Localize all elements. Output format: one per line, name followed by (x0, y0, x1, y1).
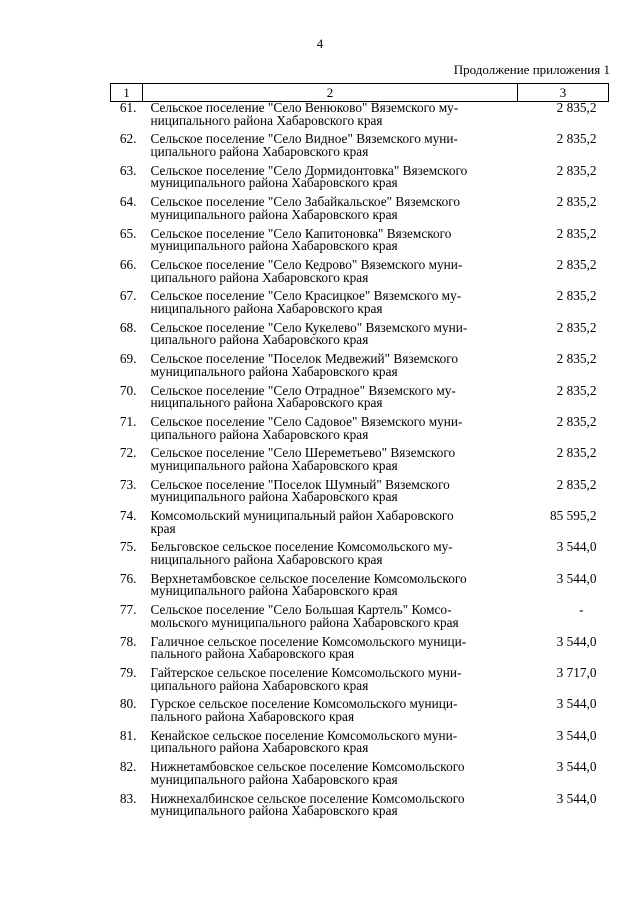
table-row (111, 604, 609, 635)
municipality-name: Гайтерское сельское поселение Комсомольского муни- ципального района Хабаровского края (150, 665, 462, 693)
amount-value: 3 544,0 (556, 633, 597, 649)
municipality-name: Сельское поселение "Село Красицкое" Вяземского му- ниципального района Хабаровского края (150, 288, 462, 316)
table-row (111, 385, 609, 416)
table-row (111, 698, 609, 729)
table-row (111, 416, 609, 447)
municipality-name: Сельское поселение "Село Дормидонтовка" Вяземского муниципального района Хабаровского края (150, 162, 468, 191)
amount-value: 3 544,0 (556, 790, 597, 806)
municipality-name: Сельское поселение "Село Большая Картель" Комсо- мольского муниципального района Хабаровского края (150, 602, 459, 630)
row-number: 68. (119, 319, 137, 335)
amount-value: 85 595,2 (549, 508, 597, 524)
table-row (111, 353, 609, 384)
municipality-name: Сельское поселение "Поселок Медвежий" Вяземского муниципального района Хабаровского края (150, 351, 459, 379)
amount-value: 2 835,2 (556, 319, 597, 335)
municipality-name: Сельское поселение "Село Видное" Вяземского муни- ципального района Хабаровского края (150, 131, 458, 159)
municipality-name: Сельское поселение "Село Отрадное" Вяземского му- ниципального района Хабаровского края (150, 382, 456, 411)
table-row (111, 259, 609, 290)
row-number: 69. (119, 351, 137, 367)
municipality-name: Кенайское сельское поселение Комсомольского муни- ципального района Хабаровского края (150, 727, 458, 756)
amount-value: 2 835,2 (556, 256, 597, 272)
municipality-name: Нижнетамбовское сельское поселение Комсомольского муниципального района Хабаровского края (150, 759, 465, 787)
column-header-3: 3 (518, 84, 609, 102)
table-row (111, 447, 609, 478)
amount-value: 3 544,0 (556, 759, 597, 775)
row-number: 76. (119, 570, 137, 586)
municipality-name: Сельское поселение "Село Садовое" Вяземского муни- ципального района Хабаровского края (150, 413, 463, 442)
appendix-table (110, 83, 609, 824)
municipality-name: Сельское поселение "Село Капитоновка" Вяземского муниципального района Хабаровского края (150, 225, 452, 254)
row-number: 83. (119, 790, 137, 806)
municipality-name: Сельское поселение "Село Венюково" Вяземского му- ниципального района Хабаровского края (150, 100, 459, 128)
row-number: 78. (119, 633, 137, 649)
column-header-2: 2 (143, 84, 518, 102)
table-row (111, 730, 609, 761)
row-number: 71. (119, 413, 137, 429)
table-row (111, 290, 609, 321)
table-row (111, 322, 609, 353)
amount-value: 2 835,2 (556, 288, 597, 304)
amount-value: 2 835,2 (556, 351, 597, 367)
row-number: 63. (119, 162, 137, 178)
row-number: 74. (119, 508, 137, 524)
table-row (111, 636, 609, 667)
table-body (111, 102, 609, 824)
amount-value: 3 544,0 (556, 696, 597, 712)
continuation-label: Продолжение приложения 1 (453, 62, 610, 77)
row-number: 64. (119, 194, 137, 210)
amount-value: 2 835,2 (556, 162, 597, 178)
amount-value: - (579, 602, 584, 618)
table-row (111, 573, 609, 604)
table-row (111, 541, 609, 572)
table-row (111, 102, 609, 134)
table-row (111, 479, 609, 510)
municipality-name: Сельское поселение "Село Кедрово" Вяземского муни- ципального района Хабаровского края (150, 256, 463, 285)
row-number: 75. (119, 539, 137, 555)
amount-value: 2 835,2 (556, 445, 597, 461)
row-number: 81. (119, 727, 137, 743)
table-row (111, 761, 609, 792)
municipality-name: Гурское сельское поселение Комсомольского муници- пального района Хабаровского края (150, 696, 458, 725)
page-number: 4 (316, 36, 324, 51)
row-number: 73. (119, 476, 137, 492)
table-row (111, 510, 609, 541)
table-row (111, 133, 609, 164)
amount-value: 2 835,2 (556, 100, 597, 115)
municipality-name: Сельское поселение "Село Кукелево" Вяземского муни- ципального района Хабаровского края (150, 319, 468, 348)
amount-value: 2 835,2 (556, 413, 597, 429)
column-header-1: 1 (111, 84, 143, 102)
municipality-name: Сельское поселение "Село Забайкальское" Вяземского муниципального района Хабаровского края (150, 194, 461, 222)
row-number: 77. (119, 602, 137, 618)
municipality-name: Галичное сельское поселение Комсомольского муници- пального района Хабаровского края (150, 633, 467, 662)
amount-value: 2 835,2 (556, 476, 597, 492)
row-number: 80. (119, 696, 137, 712)
row-number: 70. (119, 382, 137, 398)
row-number: 82. (119, 759, 137, 775)
municipality-name: Комсомольский муниципальный район Хабаровского края (150, 508, 454, 536)
amount-value: 3 717,0 (556, 665, 597, 681)
row-number: 67. (119, 288, 137, 304)
municipality-name: Нижнехалбинское сельское поселение Комсомольского муниципального района Хабаровского края (150, 790, 465, 819)
amount-value: 2 835,2 (556, 382, 597, 398)
municipality-name: Бельговское сельское поселение Комсомольского му- ниципального района Хабаровского края (150, 539, 453, 568)
table-header-row (111, 84, 609, 102)
municipality-name: Сельское поселение "Село Шереметьево" Вяземского муниципального района Хабаровского края (150, 445, 456, 473)
row-number: 65. (119, 225, 137, 241)
amount-value: 3 544,0 (556, 570, 597, 586)
row-number: 79. (119, 665, 137, 681)
municipality-name: Верхнетамбовское сельское поселение Комсомольского муниципального района Хабаровского края (150, 570, 467, 599)
table-row (111, 228, 609, 259)
row-number: 61. (119, 100, 137, 115)
table-row (111, 667, 609, 698)
amount-value: 2 835,2 (556, 225, 597, 241)
table-row (111, 793, 609, 824)
amount-value: 3 544,0 (556, 539, 597, 555)
amount-value: 2 835,2 (556, 131, 597, 147)
row-number: 62. (119, 131, 137, 147)
amount-value: 2 835,2 (556, 194, 597, 210)
amount-value: 3 544,0 (556, 727, 597, 743)
table-row (111, 196, 609, 227)
table-row (111, 165, 609, 196)
row-number: 72. (119, 445, 137, 461)
municipality-name: Сельское поселение "Поселок Шумный" Вяземского муниципального района Хабаровского края (150, 476, 450, 505)
row-number: 66. (119, 256, 137, 272)
